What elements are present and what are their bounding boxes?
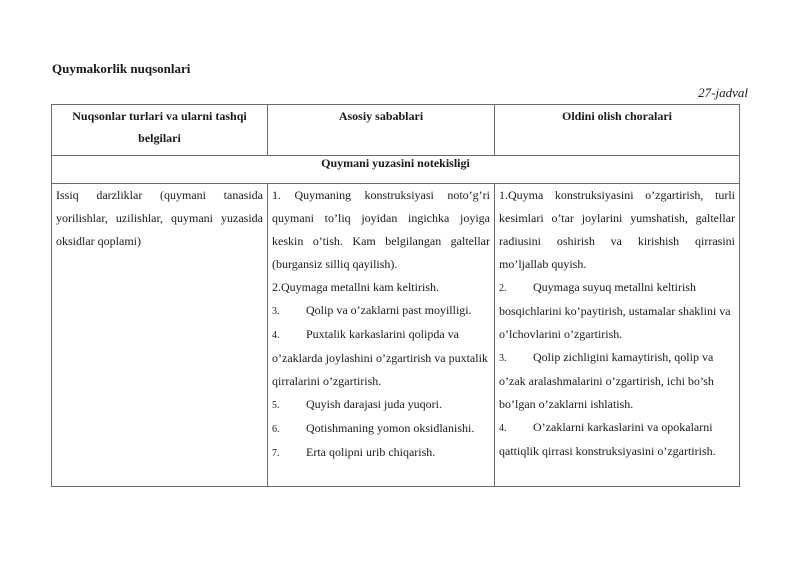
defects-table xyxy=(51,104,740,487)
measure-item xyxy=(499,346,735,416)
causes-cell xyxy=(268,184,495,487)
cause-item xyxy=(272,393,490,417)
cause-text: Qolip va o’zaklarni past moyilligi. xyxy=(306,303,472,317)
cause-number: 5. xyxy=(272,400,280,411)
section-row xyxy=(52,156,740,184)
measure-number: 2. xyxy=(499,283,507,294)
cause-number: 6. xyxy=(272,424,280,435)
cause-item xyxy=(272,299,490,323)
measure-item xyxy=(499,276,735,346)
measure-item xyxy=(499,416,735,463)
cause-number: 3. xyxy=(272,306,280,317)
cause-item xyxy=(272,441,490,465)
cause-item: 1. Quymaning konstruksiyasi noto’g’ri quymani to’liq joyidan ingichka joyiga keskin o’tish. Kam belgilangan galtellar (burgansiz silliq qayilish). xyxy=(272,188,490,271)
header-defect-types: Nuqsonlar turlari va ularni tashqi belgilari xyxy=(52,105,268,156)
header-main-causes: Asosiy sabablari xyxy=(268,105,495,156)
cause-item: 2.Quymaga metallni kam keltirish. xyxy=(272,280,439,294)
table-header-row xyxy=(52,105,740,156)
cause-item xyxy=(272,417,490,441)
measure-item: 1.Quyma konstruksiyasini o’zgartirish, turli kesimlari o’tar joylarini yumshatish, galtellar radiusini oshirish va kirishish qirrasini mo’ljallab quyish. xyxy=(499,188,735,271)
cause-text: Puxtalik karkaslarini qolipda va o’zaklarda joylashini o’zgartirish va puxtalik qirralarini o’zgartirish. xyxy=(272,327,488,388)
document-title: Quymakorlik nuqsonlari xyxy=(52,61,191,76)
table-row xyxy=(52,184,740,487)
header-prevention: Oldini olish choralari xyxy=(495,105,740,156)
measure-text: Quymaga suyuq metallni keltirish bosqichlarini ko’paytirish, ustamalar shaklini va o’lchovlarini o’zgartirish. xyxy=(499,280,731,341)
measure-text: O’zaklarni karkaslarini va opokalarni qattiqlik qirrasi konstruksiyasini o’zgartirish. xyxy=(499,420,716,458)
defect-description: Issiq darzliklar (quymani tanasida yorilishlar, uzilishlar, quymani yuzasida oksidlar qoplami) xyxy=(52,184,268,487)
cause-item xyxy=(272,323,490,393)
measure-text: Qolip zichligini kamaytirish, qolip va o’zak aralashmalarini o’zgartirish, ichi bo’sh bo’lgan o’zaklarni ishlatish. xyxy=(499,350,714,411)
cause-text: Erta qolipni urib chiqarish. xyxy=(306,445,436,459)
cause-number: 4. xyxy=(272,330,280,341)
cause-text: Quyish darajasi juda yuqori. xyxy=(306,397,442,411)
cause-text: Qotishmaning yomon oksidlanishi. xyxy=(306,421,475,435)
measure-number: 3. xyxy=(499,353,507,364)
table-reference: 27-jadval xyxy=(698,85,748,100)
measure-number: 4. xyxy=(499,423,507,434)
section-title: Quymani yuzasini notekisligi xyxy=(52,156,740,184)
measures-cell xyxy=(495,184,740,487)
cause-number: 7. xyxy=(272,448,280,459)
